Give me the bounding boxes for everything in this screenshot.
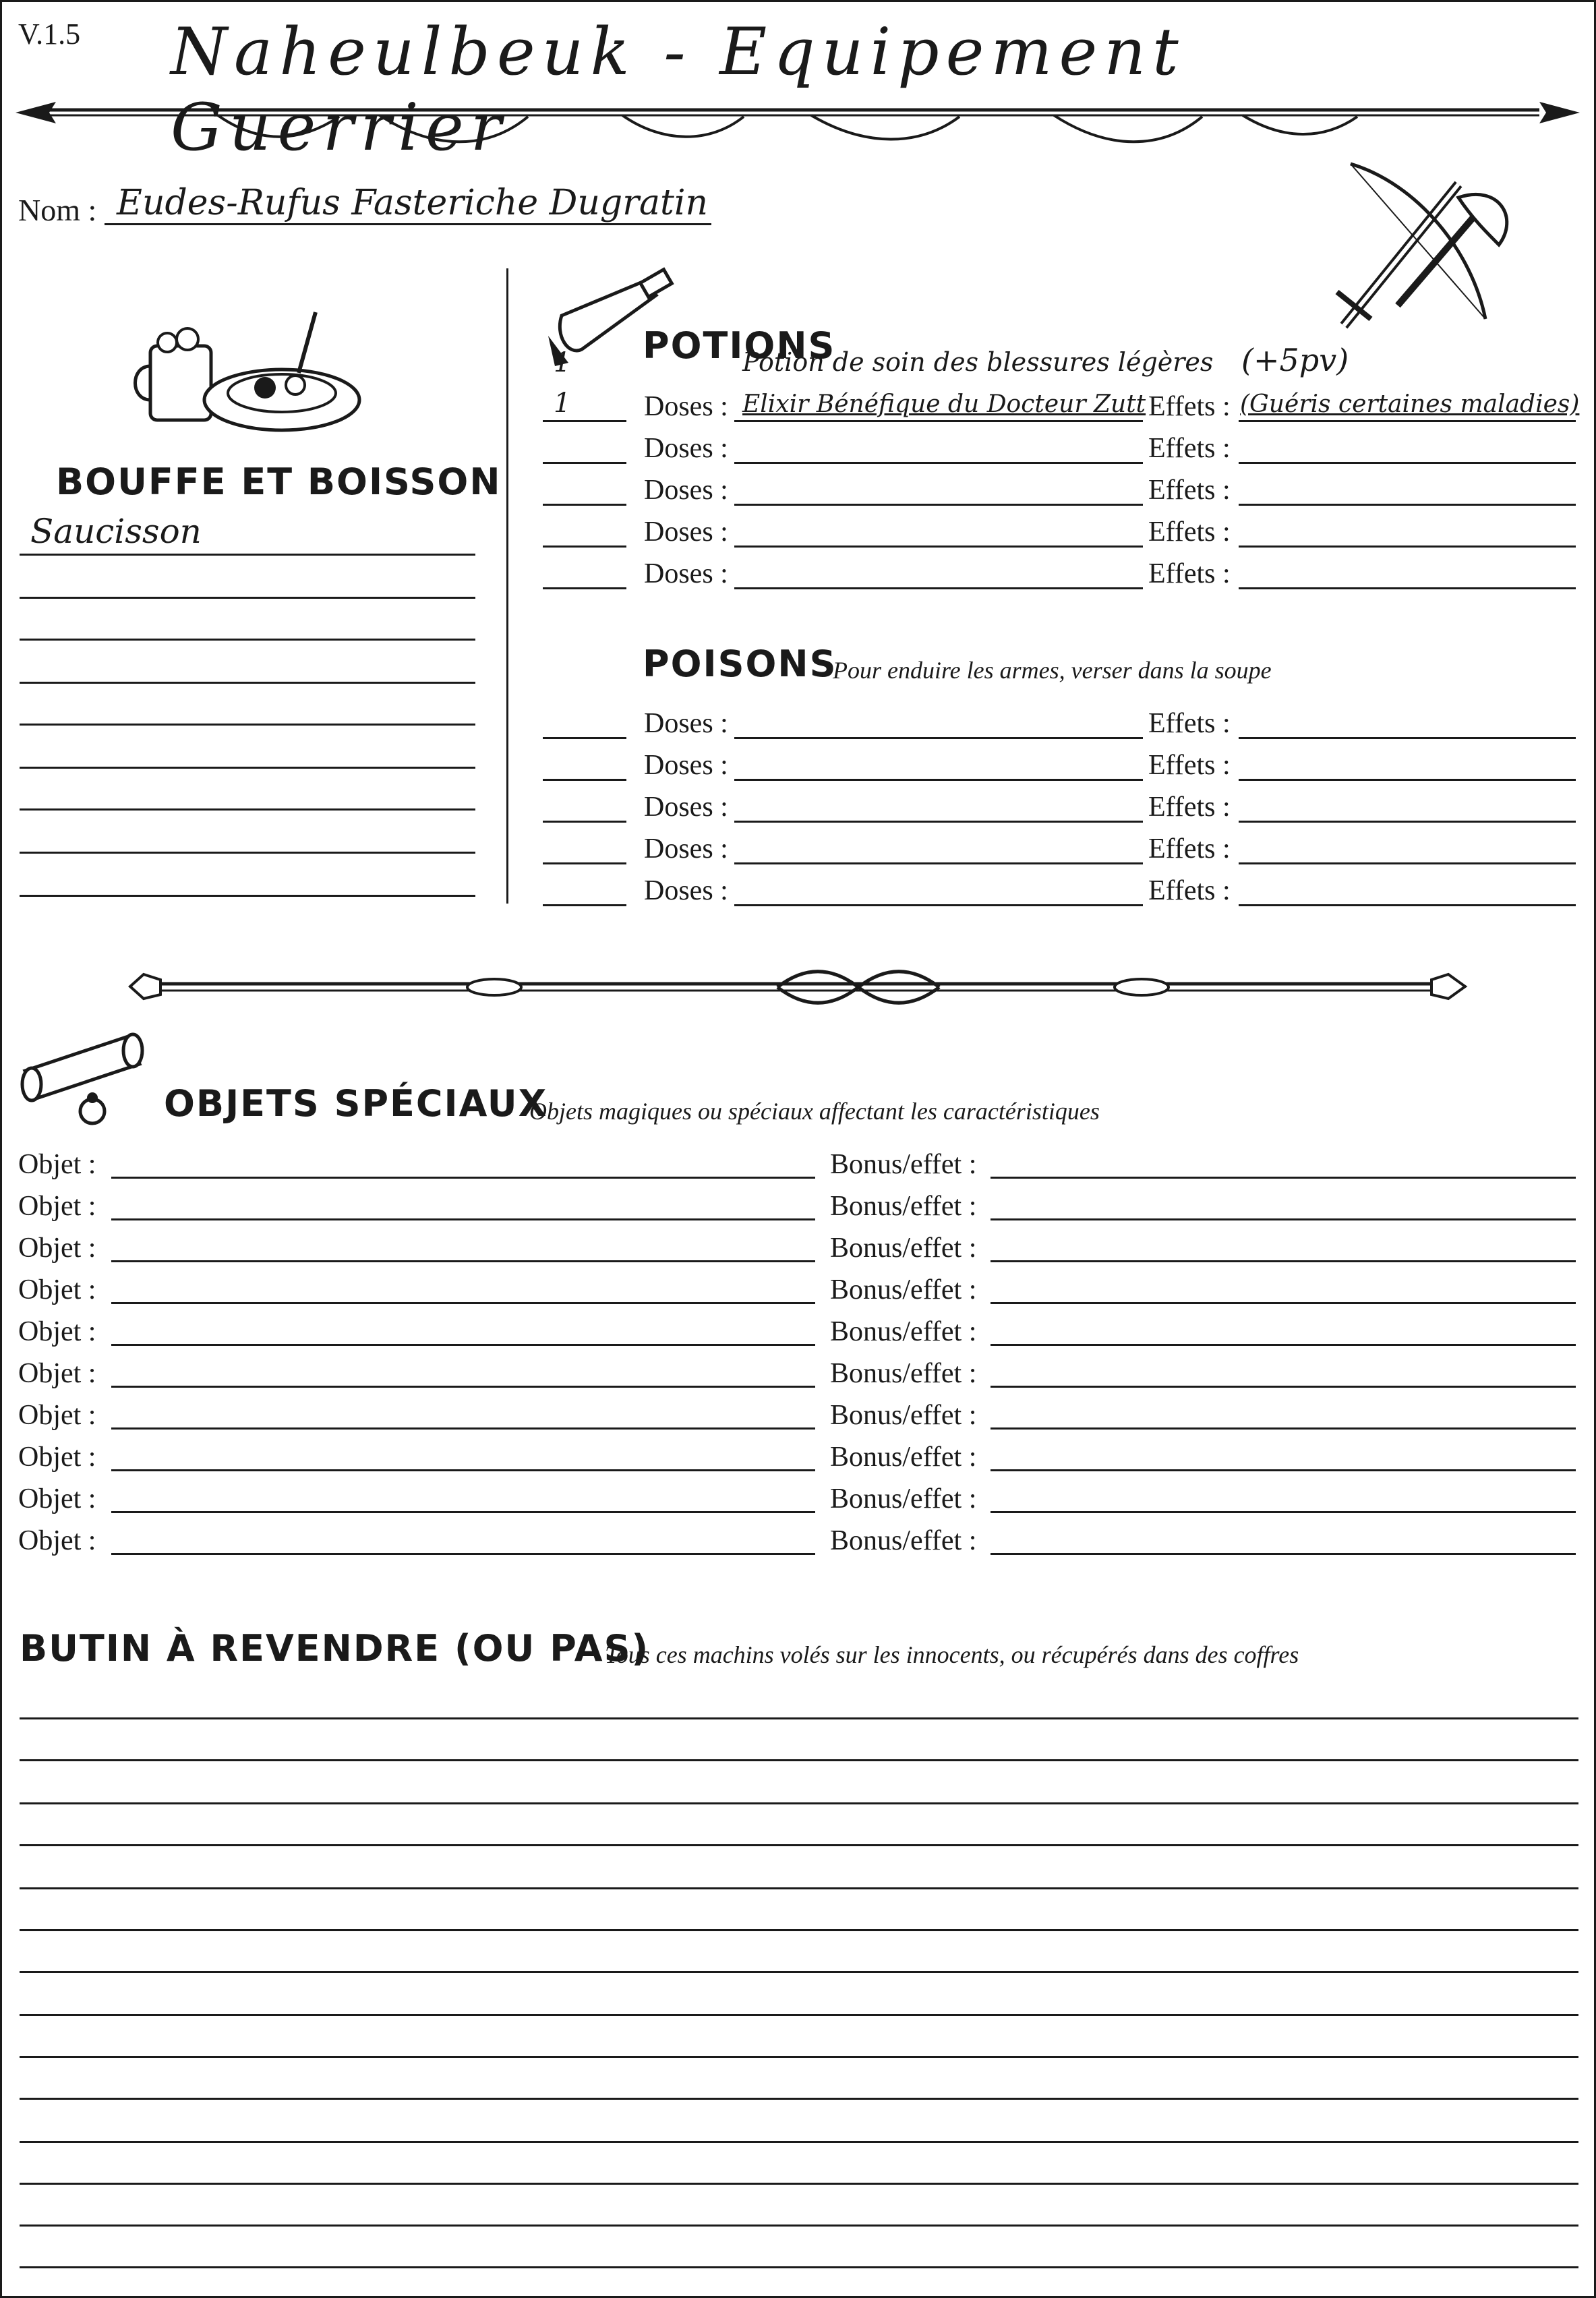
objets-section-title: OBJETS SPÉCIAUX	[164, 1082, 548, 1125]
bonus-line[interactable]	[991, 1260, 1576, 1262]
potion-qty-line[interactable]	[543, 420, 626, 422]
doses-label: Doses :	[644, 433, 728, 464]
butin-line[interactable]	[20, 2098, 1578, 2100]
effets-label: Effets :	[1148, 875, 1231, 906]
effets-label: Effets :	[1148, 792, 1231, 823]
name-field[interactable]: Eudes-Rufus Fasteriche Dugratin	[105, 183, 711, 225]
butin-line[interactable]	[20, 1759, 1578, 1761]
butin-line[interactable]	[20, 2056, 1578, 2058]
poison-effect-line[interactable]	[1239, 737, 1576, 739]
butin-line[interactable]	[20, 1929, 1578, 1931]
butin-line[interactable]	[20, 2225, 1578, 2227]
bonus-line[interactable]	[991, 1344, 1576, 1346]
bonus-label: Bonus/effet :	[830, 1358, 977, 1389]
potion-effect-line[interactable]	[1239, 587, 1576, 589]
effets-label: Effets :	[1148, 433, 1231, 464]
food-entry-line[interactable]	[20, 767, 475, 769]
poison-name-line[interactable]	[734, 904, 1143, 906]
objet-label: Objet :	[18, 1358, 96, 1389]
potion-effect-line[interactable]	[1239, 546, 1576, 548]
poison-name-line[interactable]	[734, 862, 1143, 864]
objet-label: Objet :	[18, 1274, 96, 1305]
objets-subtitle: Objets magiques ou spéciaux affectant les caractéristiques	[529, 1098, 1100, 1125]
objet-label: Objet :	[18, 1233, 96, 1264]
food-entry-line[interactable]	[20, 682, 475, 684]
butin-subtitle: Tous ces machins volés sur les innocents, ou récupérés dans des coffres	[605, 1641, 1299, 1668]
spear-icon	[16, 90, 1580, 150]
objet-line[interactable]	[111, 1344, 815, 1346]
butin-line[interactable]	[20, 1887, 1578, 1889]
effets-label: Effets :	[1148, 558, 1231, 589]
butin-line[interactable]	[20, 2014, 1578, 2016]
objet-label: Objet :	[18, 1149, 96, 1180]
butin-line[interactable]	[20, 2266, 1578, 2268]
food-entry-line[interactable]	[20, 597, 475, 599]
bonus-label: Bonus/effet :	[830, 1483, 977, 1514]
bonus-label: Bonus/effet :	[830, 1233, 977, 1264]
poison-name-line[interactable]	[734, 779, 1143, 781]
butin-line[interactable]	[20, 1844, 1578, 1846]
objet-line[interactable]	[111, 1427, 815, 1430]
objet-label: Objet :	[18, 1525, 96, 1556]
food-entry-line[interactable]	[20, 639, 475, 641]
potion-annotation-qty: 1	[554, 347, 571, 378]
poison-qty-line[interactable]	[543, 862, 626, 864]
potion-name-line[interactable]	[734, 462, 1143, 464]
poison-qty-line[interactable]	[543, 779, 626, 781]
potion-name-line[interactable]	[734, 546, 1143, 548]
objet-line[interactable]	[111, 1553, 815, 1555]
butin-line[interactable]	[20, 1717, 1578, 1719]
effets-label: Effets :	[1148, 391, 1231, 422]
poison-name-line[interactable]	[734, 821, 1143, 823]
doses-label: Doses :	[644, 517, 728, 548]
food-entry-line[interactable]	[20, 724, 475, 726]
doses-label: Doses :	[644, 792, 728, 823]
objet-line[interactable]	[111, 1469, 815, 1471]
food-entry-line[interactable]	[20, 808, 475, 811]
poison-qty-line[interactable]	[543, 737, 626, 739]
butin-section-title: BUTIN À REVENDRE (OU PAS)	[20, 1627, 650, 1670]
bonus-label: Bonus/effet :	[830, 1149, 977, 1180]
potion-effect-line[interactable]	[1239, 504, 1576, 506]
objet-line[interactable]	[111, 1260, 815, 1262]
food-section-title: BOUFFE ET BOISSON	[56, 461, 502, 503]
potion-qty-line[interactable]	[543, 504, 626, 506]
scroll-icon	[18, 1030, 160, 1131]
bonus-line[interactable]	[991, 1553, 1576, 1555]
objet-line[interactable]	[111, 1177, 815, 1179]
bonus-label: Bonus/effet :	[830, 1191, 977, 1222]
butin-line[interactable]	[20, 1802, 1578, 1804]
potion-name: Elixir Bénéfique du Docteur Zutt	[742, 390, 1146, 418]
bonus-label: Bonus/effet :	[830, 1274, 977, 1305]
objet-line[interactable]	[111, 1302, 815, 1304]
potion-name-line[interactable]	[734, 587, 1143, 589]
doses-label: Doses :	[644, 391, 728, 422]
effets-label: Effets :	[1148, 517, 1231, 548]
poison-name-line[interactable]	[734, 737, 1143, 739]
potion-annotation-effect: (+5pv)	[1241, 342, 1349, 378]
bonus-line[interactable]	[991, 1511, 1576, 1513]
bonus-label: Bonus/effet :	[830, 1442, 977, 1473]
potions-section-title: POTIONS	[643, 324, 836, 367]
potion-name-line[interactable]	[734, 420, 1143, 422]
effets-label: Effets :	[1148, 475, 1231, 506]
poison-qty-line[interactable]	[543, 821, 626, 823]
potion-annotation-name: Potion de soin des blessures légères	[742, 347, 1214, 377]
page-title: Naheulbeuk - Equipement Guerrier	[171, 14, 1185, 165]
butin-line[interactable]	[20, 2183, 1578, 2185]
bonus-line[interactable]	[991, 1386, 1576, 1388]
food-entry-line[interactable]	[20, 554, 475, 556]
bonus-label: Bonus/effet :	[830, 1316, 977, 1347]
potion-effect-line[interactable]	[1239, 462, 1576, 464]
name-label: Nom :	[18, 193, 97, 227]
objet-line[interactable]	[111, 1218, 815, 1220]
objet-label: Objet :	[18, 1316, 96, 1347]
bonus-line[interactable]	[991, 1218, 1576, 1220]
doses-label: Doses :	[644, 475, 728, 506]
objet-label: Objet :	[18, 1442, 96, 1473]
poison-effect-line[interactable]	[1239, 862, 1576, 864]
meal-icon	[137, 299, 366, 440]
poison-effect-line[interactable]	[1239, 779, 1576, 781]
potion-qty: 1	[554, 388, 571, 419]
butin-line[interactable]	[20, 2141, 1578, 2143]
objet-label: Objet :	[18, 1191, 96, 1222]
food-entry-1-text: Saucisson	[30, 512, 202, 551]
objet-line[interactable]	[111, 1386, 815, 1388]
potion-effect-line[interactable]	[1239, 420, 1576, 422]
bonus-line[interactable]	[991, 1177, 1576, 1179]
column-divider	[506, 268, 508, 904]
effets-label: Effets :	[1148, 708, 1231, 739]
doses-label: Doses :	[644, 833, 728, 864]
food-entry-line[interactable]	[20, 852, 475, 854]
poisons-subtitle: Pour enduire les armes, verser dans la soupe	[833, 657, 1272, 684]
poison-qty-line[interactable]	[543, 904, 626, 906]
potion-effect: (Guéris certaines maladies)	[1240, 390, 1580, 418]
doses-label: Doses :	[644, 750, 728, 781]
potion-qty-line[interactable]	[543, 462, 626, 464]
butin-line[interactable]	[20, 1971, 1578, 1973]
effets-label: Effets :	[1148, 833, 1231, 864]
poison-effect-line[interactable]	[1239, 904, 1576, 906]
crossed-weapons-icon	[1324, 157, 1526, 339]
effets-label: Effets :	[1148, 750, 1231, 781]
bonus-line[interactable]	[991, 1469, 1576, 1471]
bonus-line[interactable]	[991, 1427, 1576, 1430]
doses-label: Doses :	[644, 875, 728, 906]
bonus-label: Bonus/effet :	[830, 1400, 977, 1431]
doses-label: Doses :	[644, 708, 728, 739]
potion-name-line[interactable]	[734, 504, 1143, 506]
food-entry-line[interactable]	[20, 895, 475, 897]
poison-effect-line[interactable]	[1239, 821, 1576, 823]
bonus-label: Bonus/effet :	[830, 1525, 977, 1556]
objet-label: Objet :	[18, 1483, 96, 1514]
potion-qty-line[interactable]	[543, 546, 626, 548]
objet-line[interactable]	[111, 1511, 815, 1513]
staff-icon	[130, 960, 1465, 1013]
potion-qty-line[interactable]	[543, 587, 626, 589]
bonus-line[interactable]	[991, 1302, 1576, 1304]
objet-label: Objet :	[18, 1400, 96, 1431]
poisons-section-title: POISONS	[643, 643, 837, 685]
version-label: V.1.5	[18, 18, 81, 51]
doses-label: Doses :	[644, 558, 728, 589]
